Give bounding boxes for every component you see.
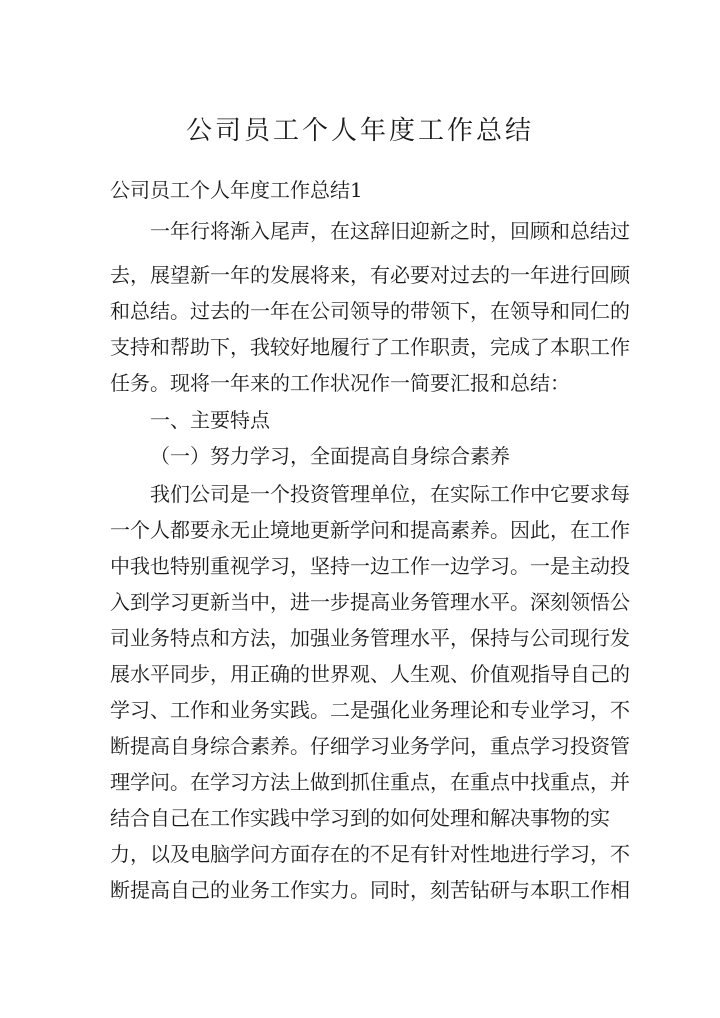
- subsection-heading: （一）努力学习，全面提高自身综合素养: [150, 444, 510, 468]
- section-heading: 公司员工个人年度工作总结1: [110, 178, 363, 202]
- paragraph-line: 一年行将渐入尾声，在这辞旧迎新之时，回顾和总结过: [150, 219, 630, 243]
- paragraph-line: 任务。现将一年来的工作状况作一简要汇报和总结：: [110, 371, 570, 395]
- paragraph-line: 展水平同步，用正确的世界观、人生观、价值观指导自己的: [110, 662, 630, 686]
- section-heading: 一、主要特点: [150, 408, 270, 432]
- paragraph-line: 断提高自身综合素养。仔细学习业务学问，重点学习投资管: [110, 734, 630, 758]
- paragraph-line: 结合自己在工作实践中学习到的如何处理和解决事物的实: [110, 806, 610, 830]
- paragraph-line: 去，展望新一年的发展将来，有必要对过去的一年进行回顾: [110, 263, 630, 287]
- paragraph-line: 我们公司是一个投资管理单位，在实际工作中它要求每: [150, 482, 630, 506]
- paragraph-line: 力，以及电脑学问方面存在的不足有针对性地进行学习，不: [110, 842, 630, 866]
- paragraph-line: 和总结。过去的一年在公司领导的带领下，在领导和同仁的: [110, 299, 630, 323]
- paragraph-line: 理学问。在学习方法上做到抓住重点，在重点中找重点，并: [110, 770, 630, 794]
- paragraph-line: 支持和帮助下，我较好地履行了工作职责，完成了本职工作: [110, 335, 630, 359]
- paragraph-line: 断提高自己的业务工作实力。同时，刻苦钻研与本职工作相: [110, 878, 630, 902]
- paragraph-line: 学习、工作和业务实践。二是强化业务理论和专业学习，不: [110, 698, 630, 722]
- paragraph-line: 司业务特点和方法，加强业务管理水平，保持与公司现行发: [110, 626, 630, 650]
- document-title: 公司员工个人年度工作总结: [185, 116, 534, 146]
- paragraph-line: 入到学习更新当中，进一步提高业务管理水平。深刻领悟公: [110, 590, 630, 614]
- paragraph-line: 一个人都要永无止境地更新学问和提高素养。因此，在工作: [110, 518, 630, 542]
- paragraph-line: 中我也特别重视学习，坚持一边工作一边学习。一是主动投: [110, 554, 630, 578]
